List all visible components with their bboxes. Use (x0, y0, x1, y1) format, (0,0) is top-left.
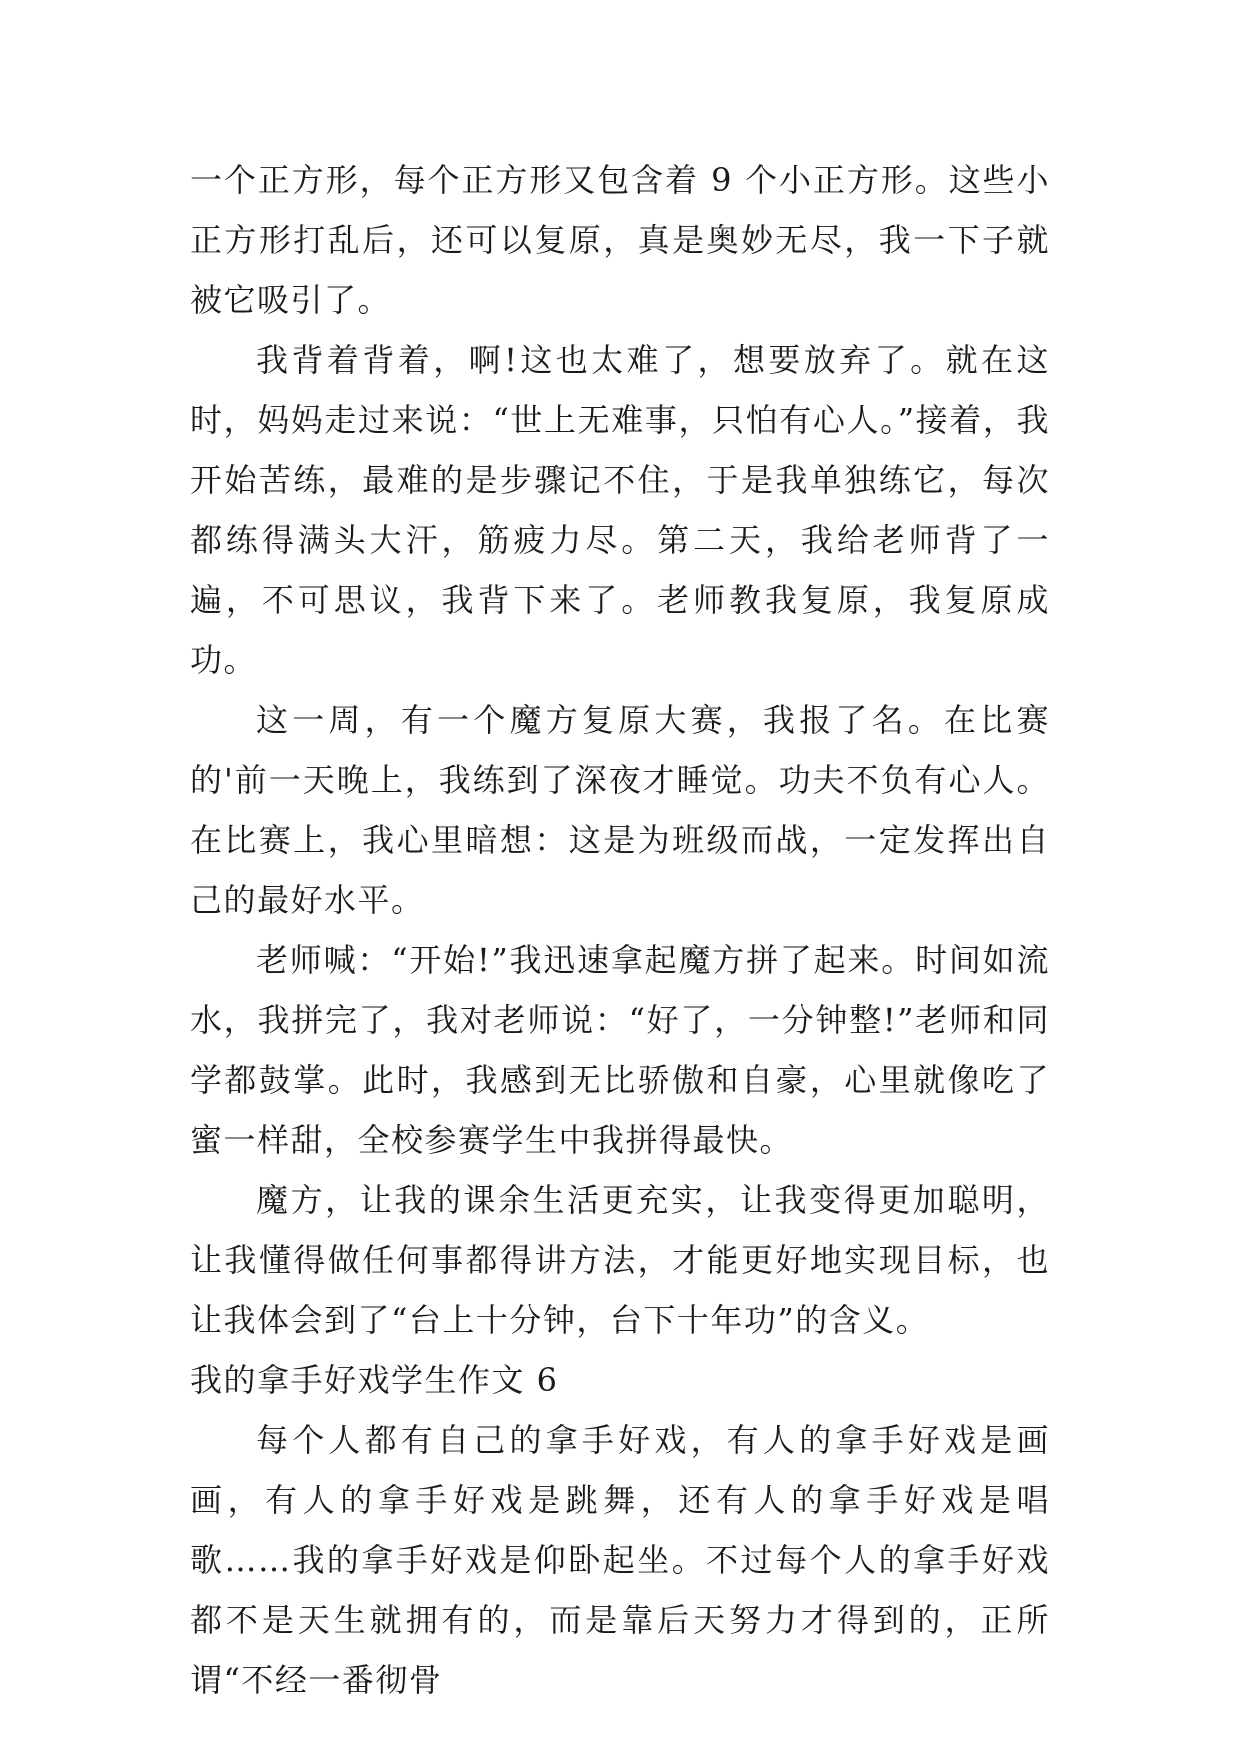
section-heading: 我的拿手好戏学生作文 6 (190, 1361, 559, 1399)
document-body (190, 150, 1050, 1710)
paragraph-4: 老师喊：“开始!”我迅速拿起魔方拼了起来。时间如流水，我拼完了，我对老师说：“好了，一分钟整!”老师和同学都鼓掌。此时，我感到无比骄傲和自豪，心里就像吃了蜜一样甜，全校参赛学生中我拼得最快。 (190, 941, 1050, 1159)
paragraph-5: 魔方，让我的课余生活更充实，让我变得更加聪明，让我懂得做任何事都得讲方法，才能更好地实现目标，也让我体会到了“台上十分钟，台下十年功”的含义。 (190, 1181, 1050, 1339)
paragraph-2: 我背着背着，啊!这也太难了，想要放弃了。就在这时，妈妈走过来说：“世上无难事，只怕有心人。”接着，我开始苦练，最难的是步骤记不住，于是我单独练它，每次都练得满头大汗，筋疲力尽。第二天，我给老师背了一遍，不可思议，我背下来了。老师教我复原，我复原成功。 (190, 341, 1050, 679)
paragraph-1: 一个正方形，每个正方形又包含着 9 个小正方形。这些小正方形打乱后，还可以复原，真是奥妙无尽，我一下子就被它吸引了。 (190, 161, 1050, 319)
paragraph-3: 这一周，有一个魔方复原大赛，我报了名。在比赛的'前一天晚上，我练到了深夜才睡觉。功夫不负有心人。在比赛上，我心里暗想：这是为班级而战，一定发挥出自己的最好水平。 (190, 701, 1050, 919)
paragraph-final: 每个人都有自己的拿手好戏，有人的拿手好戏是画画，有人的拿手好戏是跳舞，还有人的拿手好戏是唱歌……我的拿手好戏是仰卧起坐。不过每个人的拿手好戏都不是天生就拥有的，而是靠后天努力才得到的，正所谓“不经一番彻骨 (190, 1421, 1050, 1699)
